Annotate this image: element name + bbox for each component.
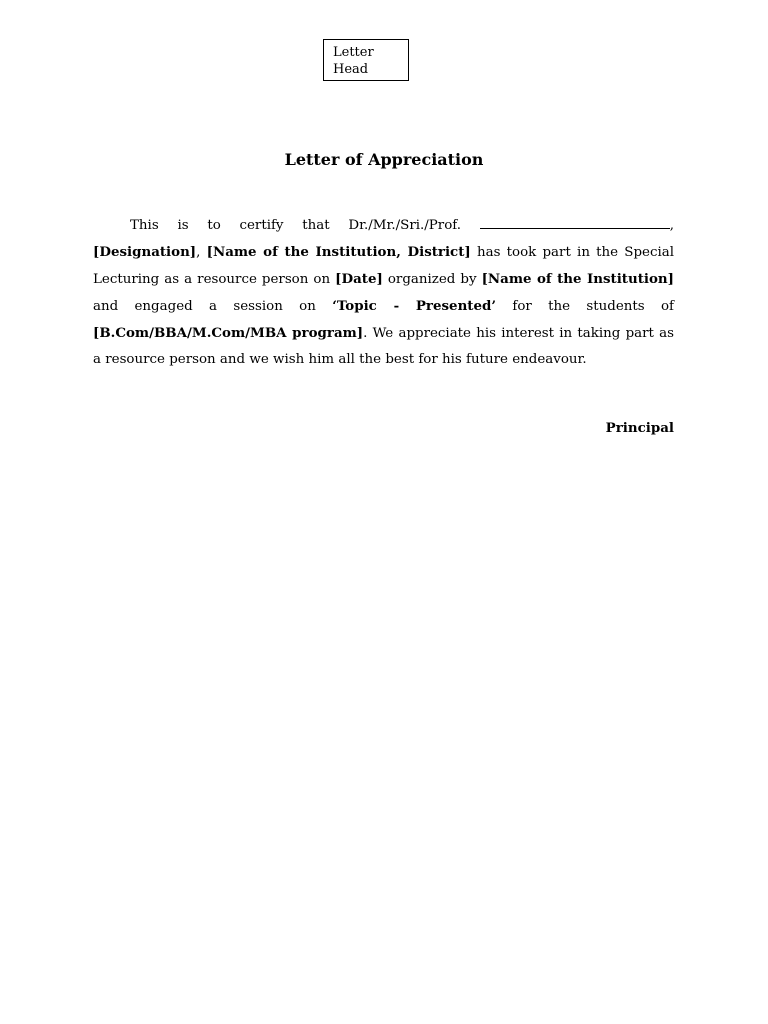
institution-placeholder: [Name of the Institution] xyxy=(481,271,674,287)
body-text-8: . We appreciate his interest in taking part as a resource person and we wish him all the best for his future endeavour. xyxy=(93,326,675,367)
body-text-1: This is to certify that Dr./Mr./Sri./Prof. xyxy=(130,218,480,233)
body-text-5: organized by xyxy=(382,272,482,287)
letter-head-box xyxy=(323,39,409,81)
body-text-6: and engaged a session on xyxy=(93,299,333,314)
letter-head-line2: Head xyxy=(333,62,369,77)
letter-head-line1: Letter xyxy=(333,45,374,60)
designation-placeholder: [Designation] xyxy=(93,244,197,260)
body-text-7: for the students of xyxy=(496,299,674,314)
date-placeholder: [Date] xyxy=(335,271,383,287)
letter-body xyxy=(93,213,674,373)
body-text-2: , xyxy=(669,218,674,233)
name-blank-line xyxy=(480,216,670,229)
body-text-4: has took part in the Special Lecturing as a resource person on xyxy=(93,245,675,287)
signature-principal: Principal xyxy=(605,420,674,436)
program-placeholder: [B.Com/BBA/M.Com/MBA program] xyxy=(93,325,364,341)
topic-placeholder: ‘Topic - Presented’ xyxy=(332,298,497,314)
body-text-3: , xyxy=(196,245,207,260)
letter-title: Letter of Appreciation xyxy=(284,150,484,169)
institution-district-placeholder: [Name of the Institution, District] xyxy=(206,244,471,260)
